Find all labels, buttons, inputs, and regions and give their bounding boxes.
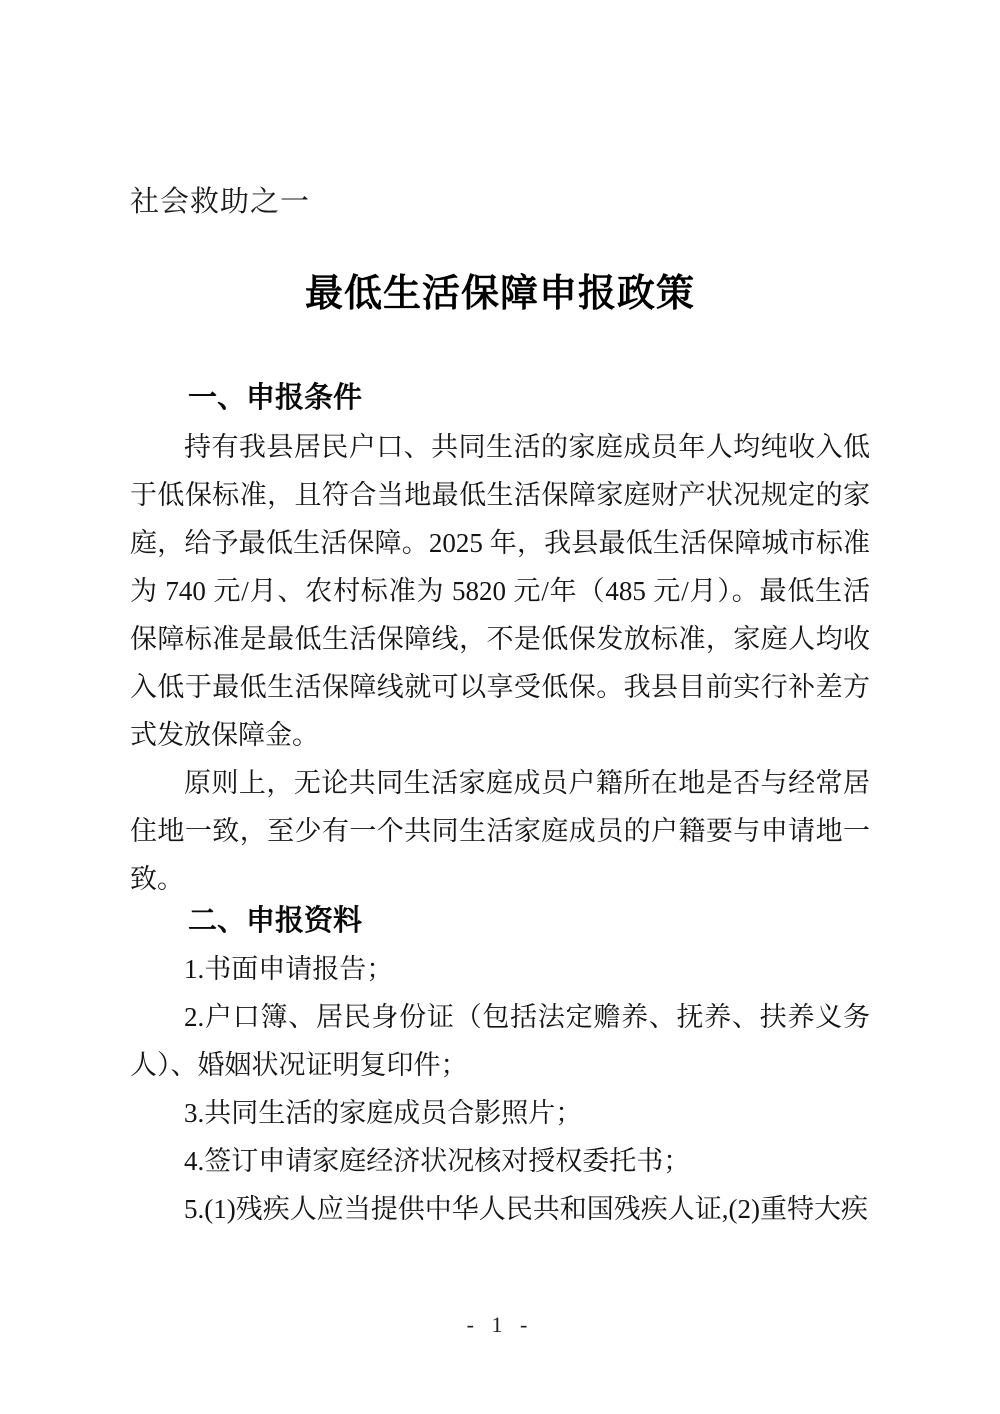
material-item-1: 1.书面申请报告；: [184, 954, 394, 984]
material-item-3: 3.共同生活的家庭成员合影照片；: [184, 1098, 583, 1128]
section-heading-application-conditions: 一、申报条件: [188, 382, 363, 414]
paragraph-conditions-2: 原则上，无论共同生活家庭成员户籍所在地是否与经常居住地一致，至少有一个共同生活家庭成员的户籍要与申请地一致。: [130, 768, 870, 894]
material-item-5: 5.(1)残疾人应当提供中华人民共和国残疾人证,(2)重特大疾: [184, 1194, 868, 1224]
page-title: 最低生活保障申报政策: [304, 273, 695, 315]
category-label: 社会救助之一: [130, 186, 311, 218]
material-item-2: 2.户口簿、居民身份证（包括法定赡养、抚养、扶养义务人）、婚姻状况证明复印件；: [130, 1002, 870, 1080]
document-content: [130, 0, 870, 1233]
page-number: - 1 -: [466, 1312, 534, 1337]
paragraph-conditions-1: 持有我县居民户口、共同生活的家庭成员年人均纯收入低于低保标准，且符合当地最低生活保障家庭财产状况规定的家庭，给予最低生活保障。2025 年，我县最低生活保障城市标准为 740 元/月、农村标准为 5820 元/年（485 元/月）。最低生活保障标准是最低生活保障线，不是低保发放标准，家庭人均收入低于最低生活保障线就可以享受低保。我县目前实行补差方式发放保障金。: [130, 432, 870, 750]
section-heading-application-materials: 二、申报资料: [188, 905, 363, 937]
material-item-4: 4.签订申请家庭经济状况核对授权委托书；: [184, 1146, 691, 1176]
